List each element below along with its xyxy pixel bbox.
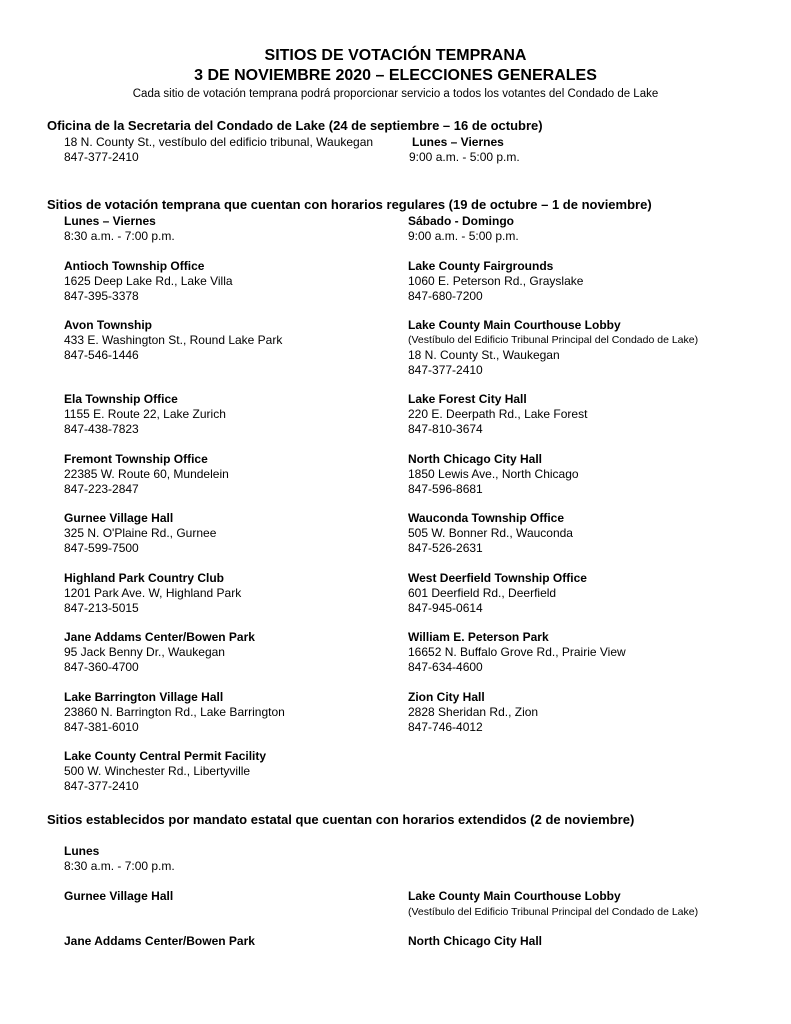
page-description: Cada sitio de votación temprana podrá proporcionar servicio a todos los votantes del Condado de Lake — [132, 88, 659, 100]
list-item — [64, 392, 226, 437]
site-name: Zion City Hall — [408, 690, 485, 704]
list-item — [64, 630, 255, 675]
site-phone: 847-381-6010 — [64, 720, 139, 734]
extended-hours: 8:30 a.m. - 7:00 p.m. — [64, 859, 175, 873]
site-phone: 847-945-0614 — [408, 601, 483, 615]
site-address: 18 N. County St., Waukegan — [408, 348, 560, 362]
list-item — [408, 571, 587, 616]
list-item — [64, 259, 233, 304]
site-name: Ela Township Office — [64, 392, 178, 406]
site-phone: 847-377-2410 — [408, 363, 483, 377]
page-title: SITIOS DE VOTACIÓN TEMPRANA — [264, 47, 527, 64]
site-phone: 847-223-2847 — [64, 482, 139, 496]
site-address: 1625 Deep Lake Rd., Lake Villa — [64, 274, 233, 288]
list-item — [64, 318, 282, 363]
site-address: 505 W. Bonner Rd., Wauconda — [408, 526, 573, 540]
site-address: 1201 Park Ave. W, Highland Park — [64, 586, 242, 600]
list-item — [64, 690, 285, 735]
site-address: 220 E. Deerpath Rd., Lake Forest — [408, 407, 588, 421]
site-name: Wauconda Township Office — [408, 511, 564, 525]
list-item — [64, 571, 241, 616]
site-phone: 847-599-7500 — [64, 541, 139, 555]
site-name: Fremont Township Office — [64, 452, 208, 466]
site-phone: 847-377-2410 — [64, 779, 139, 793]
site-phone: 847-680-7200 — [408, 289, 483, 303]
page-subtitle-date: 3 DE NOVIEMBRE 2020 – ELECCIONES GENERALES — [194, 67, 597, 84]
clerk-phone: 847-377-2410 — [64, 150, 139, 164]
extended-site: Gurnee Village Hall — [64, 889, 174, 903]
clerk-days: Lunes – Viernes — [412, 135, 504, 149]
site-phone: 847-546-1446 — [64, 348, 139, 362]
site-phone: 847-213-5015 — [64, 601, 139, 615]
site-name: Lake County Fairgrounds — [408, 259, 554, 273]
site-address: 325 N. O'Plaine Rd., Gurnee — [64, 526, 217, 540]
site-address: 22385 W. Route 60, Mundelein — [64, 467, 229, 481]
weekend-label: Sábado - Domingo — [408, 214, 514, 228]
site-name: Gurnee Village Hall — [64, 511, 174, 525]
extended-site-note: (Vestíbulo del Edificio Tribunal Principal del Condado de Lake) — [408, 906, 699, 918]
section-heading-extended: Sitios establecidos por mandato estatal que cuentan con horarios extendidos (2 de noviembre) — [47, 812, 635, 827]
site-name: Lake Barrington Village Hall — [64, 690, 224, 704]
extended-site: Jane Addams Center/Bowen Park — [64, 934, 255, 948]
list-item — [408, 259, 583, 304]
site-address: 95 Jack Benny Dr., Waukegan — [64, 645, 225, 659]
site-name: West Deerfield Township Office — [408, 571, 587, 585]
site-address: 23860 N. Barrington Rd., Lake Barrington — [64, 705, 285, 719]
site-address: 500 W. Winchester Rd., Libertyville — [64, 764, 251, 778]
site-phone: 847-746-4012 — [408, 720, 483, 734]
extended-site: North Chicago City Hall — [408, 934, 543, 948]
site-name: William E. Peterson Park — [408, 630, 549, 644]
section-heading-clerk: Oficina de la Secretaria del Condado de Lake (24 de septiembre – 16 de octubre) — [47, 118, 543, 133]
clerk-hours: 9:00 a.m. - 5:00 p.m. — [409, 150, 520, 164]
site-address: 2828 Sheridan Rd., Zion — [408, 705, 539, 719]
list-item — [408, 630, 626, 675]
site-name: Jane Addams Center/Bowen Park — [64, 630, 255, 644]
site-name: Lake County Central Permit Facility — [64, 749, 267, 763]
site-phone: 847-395-3378 — [64, 289, 139, 303]
site-name: Lake Forest City Hall — [408, 392, 527, 406]
list-item — [408, 452, 579, 497]
list-item — [64, 511, 216, 556]
site-name: Lake County Main Courthouse Lobby — [408, 318, 621, 332]
site-name: Avon Township — [64, 318, 152, 332]
list-item — [408, 511, 573, 556]
site-phone: 847-438-7823 — [64, 422, 139, 436]
site-address: 1060 E. Peterson Rd., Grayslake — [408, 274, 584, 288]
site-address: 1155 E. Route 22, Lake Zurich — [64, 407, 226, 421]
clerk-address: 18 N. County St., vestíbulo del edificio tribunal, Waukegan — [64, 135, 374, 149]
weekend-hours: 9:00 a.m. - 5:00 p.m. — [408, 229, 519, 243]
site-address: 1850 Lewis Ave., North Chicago — [408, 467, 579, 481]
list-item — [408, 318, 698, 378]
extended-day-label: Lunes — [64, 844, 100, 858]
weekday-label: Lunes – Viernes — [64, 214, 156, 228]
site-phone: 847-810-3674 — [408, 422, 483, 436]
weekday-hours: 8:30 a.m. - 7:00 p.m. — [64, 229, 175, 243]
list-item — [408, 690, 538, 735]
site-phone: 847-596-8681 — [408, 482, 483, 496]
site-note: (Vestíbulo del Edificio Tribunal Principal del Condado de Lake) — [408, 334, 699, 346]
site-address: 601 Deerfield Rd., Deerfield — [408, 586, 557, 600]
site-phone: 847-360-4700 — [64, 660, 139, 674]
site-address: 433 E. Washington St., Round Lake Park — [64, 333, 283, 347]
list-item — [408, 392, 587, 437]
site-phone: 847-634-4600 — [408, 660, 483, 674]
site-name: North Chicago City Hall — [408, 452, 543, 466]
extended-site: Lake County Main Courthouse Lobby — [408, 889, 621, 903]
site-address: 16652 N. Buffalo Grove Rd., Prairie View — [408, 645, 626, 659]
section-heading-regular: Sitios de votación temprana que cuentan con horarios regulares (19 de octubre – 1 de noviembre) — [47, 197, 652, 212]
site-name: Antioch Township Office — [64, 259, 205, 273]
list-item — [64, 749, 266, 794]
list-item — [64, 452, 229, 497]
site-phone: 847-526-2631 — [408, 541, 483, 555]
site-name: Highland Park Country Club — [64, 571, 225, 585]
